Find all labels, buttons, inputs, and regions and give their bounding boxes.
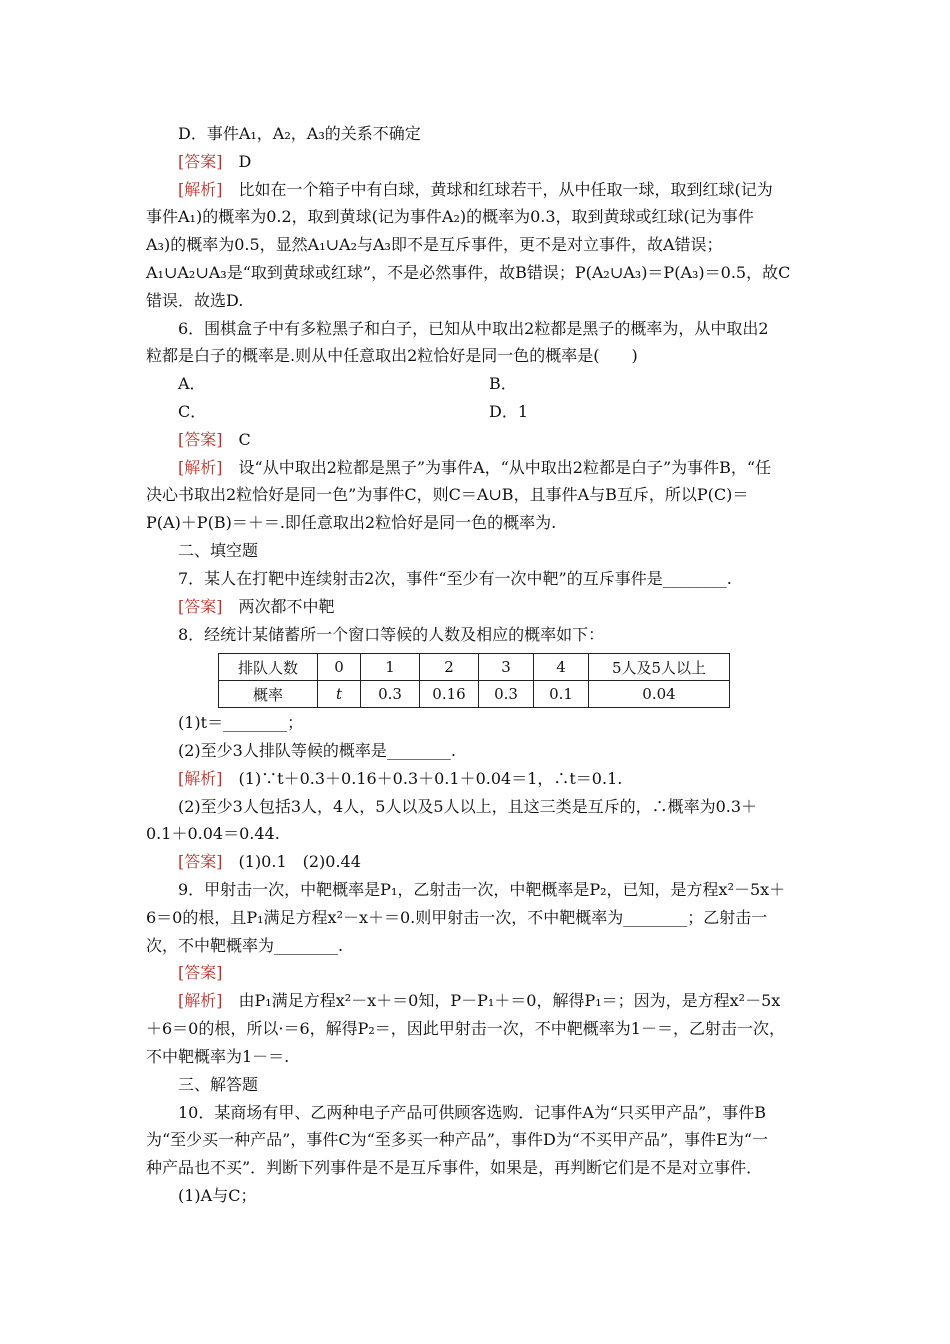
q9-analysis-line-1 [178,990,780,1012]
table-cell: 0.3 [479,681,534,708]
q7-stem: 7．某人在打靶中连续射击2次，事件“至少有一次中靶”的互斥事件是________. [178,569,732,588]
q8-sub-1: (1)t＝________； [178,713,304,732]
q8-answer: (1)0.1 (2)0.44 [238,852,361,871]
q7-answer: 两次都不中靶 [238,597,335,616]
q9-stem-line-1: 9．甲射击一次，中靶概率是P₁，乙射击一次，中靶概率是P₂，已知，是方程x²－5x＋ [178,880,786,899]
table-cell: 排队人数 [219,654,318,681]
q8-stem: 8．经统计某储蓄所一个窗口等候的人数及相应的概率如下： [178,625,605,644]
q8-sub-2: (2)至少3人排队等候的概率是________. [178,741,456,760]
analysis-tag: [解析] [178,991,223,1010]
q5-analysis-text-1: 比如在一个箱子中有白球，黄球和红球若干，从中任取一球，取到红球(记为 [238,180,773,199]
answer-tag: [答案] [178,597,223,616]
q5-answer: D [238,152,252,171]
q5-analysis-line-4: A₁∪A₂∪A₃是“取到黄球或红球”，不是必然事件，故B错误；P(A₂∪A₃)＝P(A₃)＝0.5，故C [146,263,791,282]
table-cell: 1 [361,654,420,681]
answer-tag: [答案] [178,152,223,171]
q8-answer-line [178,851,361,873]
q6-option-a: A． [178,374,206,393]
answer-tag: [答案] [178,852,223,871]
analysis-tag: [解析] [178,769,223,788]
q9-analysis-text-1: 由P₁满足方程x²－x＋＝0知，P－P₁＋＝0，解得P₁＝；因为，是方程x²－5x [238,991,781,1010]
q6-option-b: B． [489,374,517,393]
table-header-row [219,654,730,681]
analysis-tag: [解析] [178,458,223,477]
table-cell: 0 [318,654,361,681]
answer-tag: [答案] [178,430,223,449]
q10-stem-line-3: 种产品也不买”．判断下列事件是不是互斥事件，如果是，再判断它们是不是对立事件． [146,1158,763,1177]
answer-tag: [答案] [178,963,223,982]
q9-stem-line-3: 次，不中靶概率为________. [146,936,344,955]
q6-stem-line-2: 粒都是白子的概率是.则从中任意取出2粒恰好是同一色的概率是( ) [146,346,638,365]
q6-analysis-line-3: P(A)＋P(B)＝＋＝.即任意取出2粒恰好是同一色的概率为. [146,513,557,532]
q8-analysis-text-1: (1)∵t＋0.3＋0.16＋0.3＋0.1＋0.04＝1，∴t＝0.1. [238,769,623,788]
q5-option-d: D．事件A₁，A₂，A₃的关系不确定 [178,124,421,143]
section-heading-solutions: 三、解答题 [178,1075,259,1094]
q8-analysis-line-1 [178,768,622,790]
q6-analysis-line-1 [178,457,771,479]
q6-stem-line-1: 6．围棋盒子中有多粒黑子和白子，已知从中取出2粒都是黑子的概率为，从中取出2 [178,319,769,338]
q8-probability-table [218,653,730,708]
q10-sub-1: (1)A与C； [178,1186,257,1205]
table-row [219,681,730,708]
q9-stem-line-2: 6＝0的根，且P₁满足方程x²－x＋＝0.则甲射击一次，不中靶概率为________；乙射击一 [146,908,768,927]
q9-analysis-line-2: ＋6＝0的根，所以·＝6，解得P₂＝，因此甲射击一次，不中靶概率为1－＝，乙射击一次， [146,1019,785,1038]
table-cell: 0.3 [361,681,420,708]
table-cell: 2 [420,654,479,681]
q5-answer-line [178,151,251,173]
q9-analysis-line-3: 不中靶概率为1－＝. [146,1047,290,1066]
q9-answer-line [178,962,223,984]
q10-stem-line-1: 10．某商场有甲、乙两种电子产品可供顾客选购．记事件A为“只买甲产品”，事件B [178,1103,767,1122]
q10-stem-line-2: 为“至少买一种产品”，事件C为“至多买一种产品”，事件D为“不买甲产品”，事件E为“一 [146,1130,769,1149]
table-cell: 概率 [219,681,318,708]
table-cell: 0.16 [420,681,479,708]
analysis-tag: [解析] [178,180,223,199]
q5-analysis-line-2: 事件A₁)的概率为0.2，取到黄球(记为事件A₂)的概率为0.3，取到黄球或红球(记为事件 [146,207,754,226]
section-heading-fill-in: 二、填空题 [178,541,259,560]
q8-analysis-line-2: (2)至少3人包括3人，4人，5人以及5人以上，且这三类是互斥的，∴概率为0.3＋ [178,797,758,816]
q8-analysis-line-3: 0.1＋0.04＝0.44. [146,824,280,843]
q7-answer-line [178,596,335,618]
q6-answer-line [178,429,251,451]
table-cell: t [318,681,361,708]
q5-analysis-line-1 [178,179,773,201]
q5-analysis-line-3: A₃)的概率为0.5，显然A₁∪A₂与A₃即不是互斥事件，更不是对立事件，故A错误； [146,235,723,254]
q6-analysis-line-2: 决心书取出2粒恰好是同一色”为事件C，则C＝A∪B，且事件A与B互斥，所以P(C)＝ [146,485,749,504]
table-cell: 5人及5人以上 [589,654,730,681]
q6-analysis-text-1: 设“从中取出2粒都是黑子”为事件A，“从中取出2粒都是白子”为事件B，“任 [238,458,772,477]
q5-analysis-line-5: 错误．故选D. [146,291,244,310]
table-cell: 0.04 [589,681,730,708]
q6-option-c: C． [178,402,207,421]
table-cell: 3 [479,654,534,681]
q6-answer: C [238,430,251,449]
table-cell: 0.1 [534,681,589,708]
q6-option-d: D．1 [489,402,529,421]
table-cell: 4 [534,654,589,681]
